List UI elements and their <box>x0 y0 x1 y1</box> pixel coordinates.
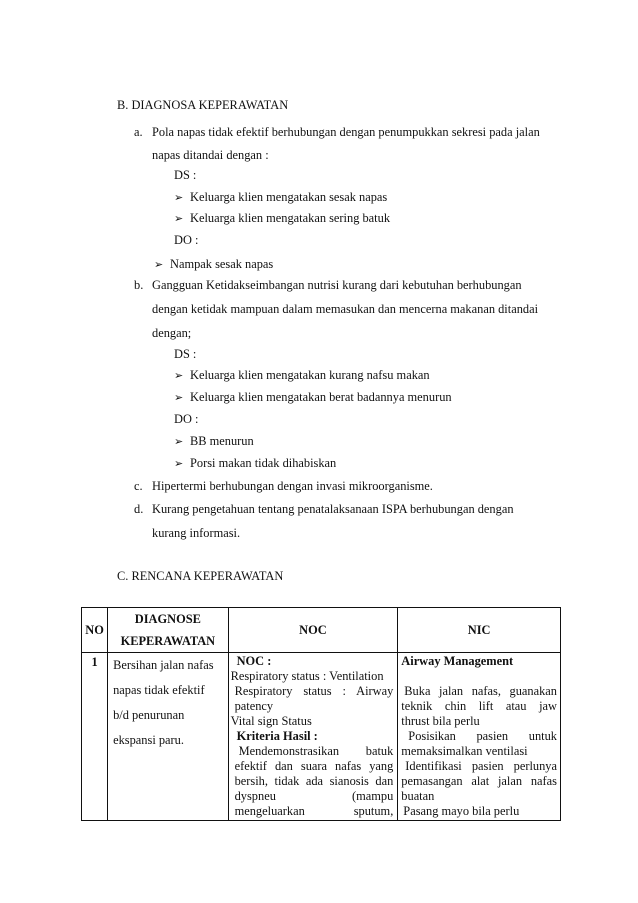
item-b-marker: b. <box>134 278 144 292</box>
row-noc: NOC : Respiratory status : Ventilation Respiratory status : Airway patency Vital sign Status Kriteria Hasil : Mendemonstrasikan batuk efektif dan suara nafas yang bersih, tidak ada sianosis dan dyspneu (mampu mengeluarkan sputum, <box>228 653 398 821</box>
item-a-do-label: DO : <box>174 233 199 247</box>
item-b-line3: dengan; <box>152 326 192 340</box>
item-d-line2: kurang informasi. <box>152 526 241 540</box>
arrow-bullet-icon: ➢ <box>174 212 184 225</box>
item-b-ds-label: DS : <box>174 347 197 361</box>
table-row <box>82 653 561 821</box>
item-b-ds-bullet-1: ➢ Keluarga klien mengatakan kurang nafsu makan <box>174 368 430 382</box>
care-plan-table <box>81 607 561 821</box>
item-d-line1: Kurang pengetahuan tentang penatalaksanaan ISPA berhubungan dengan <box>152 502 514 516</box>
item-a-ds-label: DS : <box>174 168 197 182</box>
arrow-bullet-icon: ➢ <box>174 191 184 204</box>
item-a-marker: a. <box>134 125 143 139</box>
row-nic: Airway Management Buka jalan nafas, guanakan teknik chin lift atau jaw thrust bila perlu Posisikan pasien untuk memaksimalkan ventilasi Identifikasi pasien perlunya pemasangan alat jalan nafas buatan Pasang mayo bila perlu <box>398 653 561 821</box>
arrow-bullet-icon: ➢ <box>154 258 164 271</box>
item-a-line1: Pola napas tidak efektif berhubungan dengan penumpukkan sekresi pada jalan <box>152 125 540 139</box>
header-noc: NOC <box>228 608 398 653</box>
kriteria-hasil-title: Kriteria Hasil : <box>236 729 318 743</box>
item-b-line1: Gangguan Ketidakseimbangan nutrisi kurang dari kebutuhan berhubungan <box>152 278 522 292</box>
header-nic: NIC <box>398 608 561 653</box>
item-d-marker: d. <box>134 502 144 516</box>
row-no: 1 <box>82 653 108 821</box>
arrow-bullet-icon: ➢ <box>174 457 184 470</box>
arrow-bullet-icon: ➢ <box>174 391 184 404</box>
item-b-ds-bullet-2: ➢ Keluarga klien mengatakan berat badannya menurun <box>174 390 452 404</box>
item-a-do-bullet-1: ➢ Nampak sesak napas <box>154 257 274 271</box>
item-a-ds-bullet-2: ➢ Keluarga klien mengatakan sering batuk <box>174 211 391 225</box>
item-b-do-bullet-2: ➢ Porsi makan tidak dihabiskan <box>174 456 337 470</box>
arrow-bullet-icon: ➢ <box>174 435 184 448</box>
item-a-ds-bullet-1: ➢ Keluarga klien mengatakan sesak napas <box>174 190 388 204</box>
item-c-marker: c. <box>134 479 143 493</box>
section-b-heading: B. DIAGNOSA KEPERAWATAN <box>117 98 289 112</box>
item-b-line2: dengan ketidak mampuan dalam memasukan dan mencerna makanan ditandai <box>152 302 539 316</box>
section-c-heading: C. RENCANA KEPERAWATAN <box>117 569 284 583</box>
nic-title: Airway Management <box>401 654 514 668</box>
header-no: NO <box>82 608 108 653</box>
item-b-do-label: DO : <box>174 412 199 426</box>
item-c-line1: Hipertermi berhubungan dengan invasi mikroorganisme. <box>152 479 433 493</box>
noc-title: NOC : <box>236 654 272 668</box>
row-diagnose: Bersihan jalan nafas napas tidak efektif b/d penurunan ekspansi paru. <box>108 653 229 821</box>
item-b-do-bullet-1: ➢ BB menurun <box>174 434 254 448</box>
item-a-line2: napas ditandai dengan : <box>152 148 269 162</box>
arrow-bullet-icon: ➢ <box>174 369 184 382</box>
header-diagnose: DIAGNOSE KEPERAWATAN <box>108 608 229 653</box>
table-header-row <box>82 608 561 653</box>
